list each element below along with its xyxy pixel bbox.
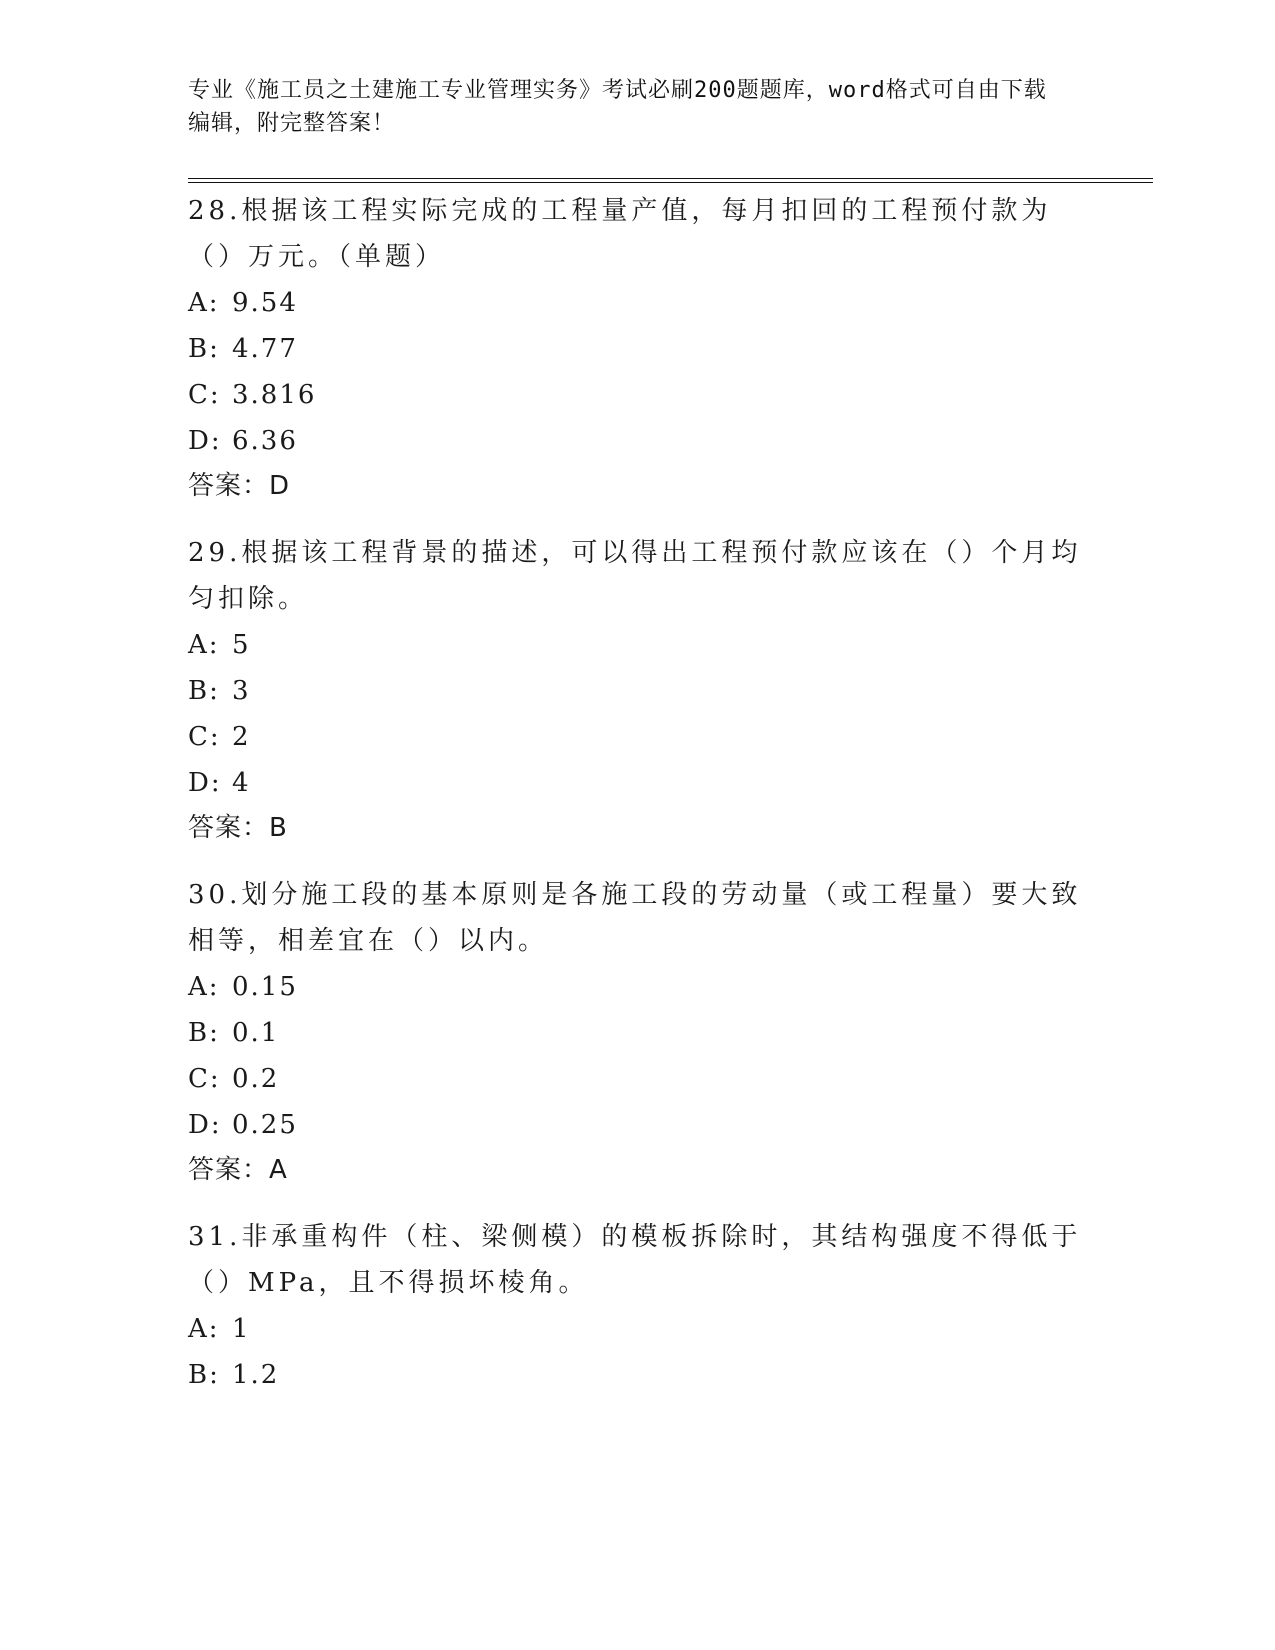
option-key: B: xyxy=(188,1360,220,1390)
option-value: 1 xyxy=(232,1314,251,1344)
header-divider-top xyxy=(188,178,1153,179)
option-key: A: xyxy=(188,630,220,660)
option-key: C: xyxy=(188,1064,221,1094)
header-divider-bottom xyxy=(188,182,1153,183)
option-c xyxy=(188,372,1088,418)
question-31 xyxy=(188,1214,1088,1398)
question-stem: 28.根据该工程实际完成的工程量产值，每月扣回的工程预付款为（）万元。（单题） xyxy=(188,196,1052,272)
option-key: B: xyxy=(188,1018,220,1048)
option-key: D: xyxy=(188,426,222,456)
option-a xyxy=(188,280,1088,326)
option-value: 2 xyxy=(232,722,251,752)
answer-line: 答案：D xyxy=(188,471,291,501)
option-value: 4 xyxy=(232,768,251,798)
option-key: C: xyxy=(188,722,221,752)
option-key: A: xyxy=(188,288,220,318)
question-28 xyxy=(188,188,1088,508)
option-key: D: xyxy=(188,1110,222,1140)
option-key: A: xyxy=(188,972,220,1002)
option-value: 0.1 xyxy=(232,1018,280,1048)
question-stem: 30.划分施工段的基本原则是各施工段的劳动量（或工程量）要大致相等，相差宜在（）以内。 xyxy=(188,880,1082,956)
option-value: 3 xyxy=(232,676,251,706)
option-value: 6.36 xyxy=(232,426,298,456)
option-d xyxy=(188,418,1088,464)
question-stem: 31.非承重构件（柱、梁侧模）的模板拆除时，其结构强度不得低于（）MPa，且不得损坏棱角。 xyxy=(188,1222,1082,1298)
option-value: 0.25 xyxy=(232,1110,298,1140)
option-c xyxy=(188,1056,1088,1102)
option-b xyxy=(188,326,1088,372)
option-value: 3.816 xyxy=(232,380,317,410)
question-29 xyxy=(188,530,1088,850)
question-stem: 29.根据该工程背景的描述，可以得出工程预付款应该在（）个月均匀扣除。 xyxy=(188,538,1082,614)
option-key: B: xyxy=(188,676,220,706)
option-value: 5 xyxy=(232,630,251,660)
option-value: 9.54 xyxy=(232,288,298,318)
option-b xyxy=(188,1352,1088,1398)
option-a xyxy=(188,622,1088,668)
option-a xyxy=(188,1306,1088,1352)
option-key: C: xyxy=(188,380,221,410)
question-30 xyxy=(188,872,1088,1192)
option-value: 4.77 xyxy=(232,334,298,364)
question-list xyxy=(188,188,1088,1420)
answer-line: 答案：A xyxy=(188,1155,288,1185)
option-value: 1.2 xyxy=(232,1360,280,1390)
option-key: B: xyxy=(188,334,220,364)
option-b xyxy=(188,668,1088,714)
option-a xyxy=(188,964,1088,1010)
document-header: 专业《施工员之土建施工专业管理实务》考试必刷200题题库，word格式可自由下载编辑，附完整答案！ xyxy=(188,78,1047,136)
option-key: D: xyxy=(188,768,222,798)
option-value: 0.2 xyxy=(232,1064,280,1094)
option-b xyxy=(188,1010,1088,1056)
option-key: A: xyxy=(188,1314,220,1344)
option-d xyxy=(188,1102,1088,1148)
option-d xyxy=(188,760,1088,806)
answer-line: 答案：B xyxy=(188,813,288,843)
option-value: 0.15 xyxy=(232,972,298,1002)
option-c xyxy=(188,714,1088,760)
